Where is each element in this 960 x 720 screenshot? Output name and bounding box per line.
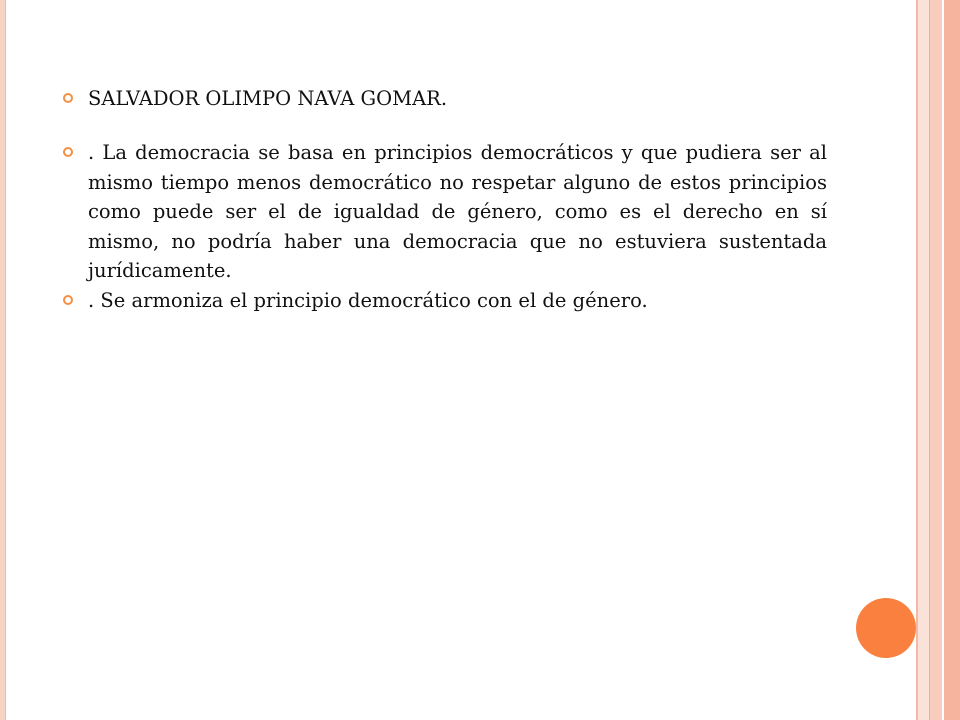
bullet-text: . La democracia se basa en principios democráticos y que pudiera ser al mismo tiempo menos democrático no respetar alguno de estos principios como puede ser el de igualdad de género, como es el derecho en sí mismo, no podría haber una democracia que no estuviera sustentada jurídicamente.: [88, 141, 827, 282]
bullet-item: [62, 84, 827, 138]
bullet-ring-icon: [62, 84, 88, 112]
right-decoration: [916, 0, 960, 720]
bullet-item: [62, 286, 827, 316]
orange-circle-decoration: [856, 598, 916, 658]
bullet-text: SALVADOR OLIMPO NAVA GOMAR.: [88, 87, 448, 110]
stripe: [918, 0, 929, 720]
bullet-ring-icon: [62, 286, 88, 314]
slide-content: [62, 84, 827, 315]
stripe: [930, 0, 942, 720]
bullet-text: . Se armoniza el principio democrático con el de género.: [88, 288, 648, 312]
bullet-item: [62, 138, 827, 286]
stripe: [944, 0, 960, 720]
left-border: [0, 0, 5, 720]
bullet-ring-icon: [62, 138, 88, 166]
